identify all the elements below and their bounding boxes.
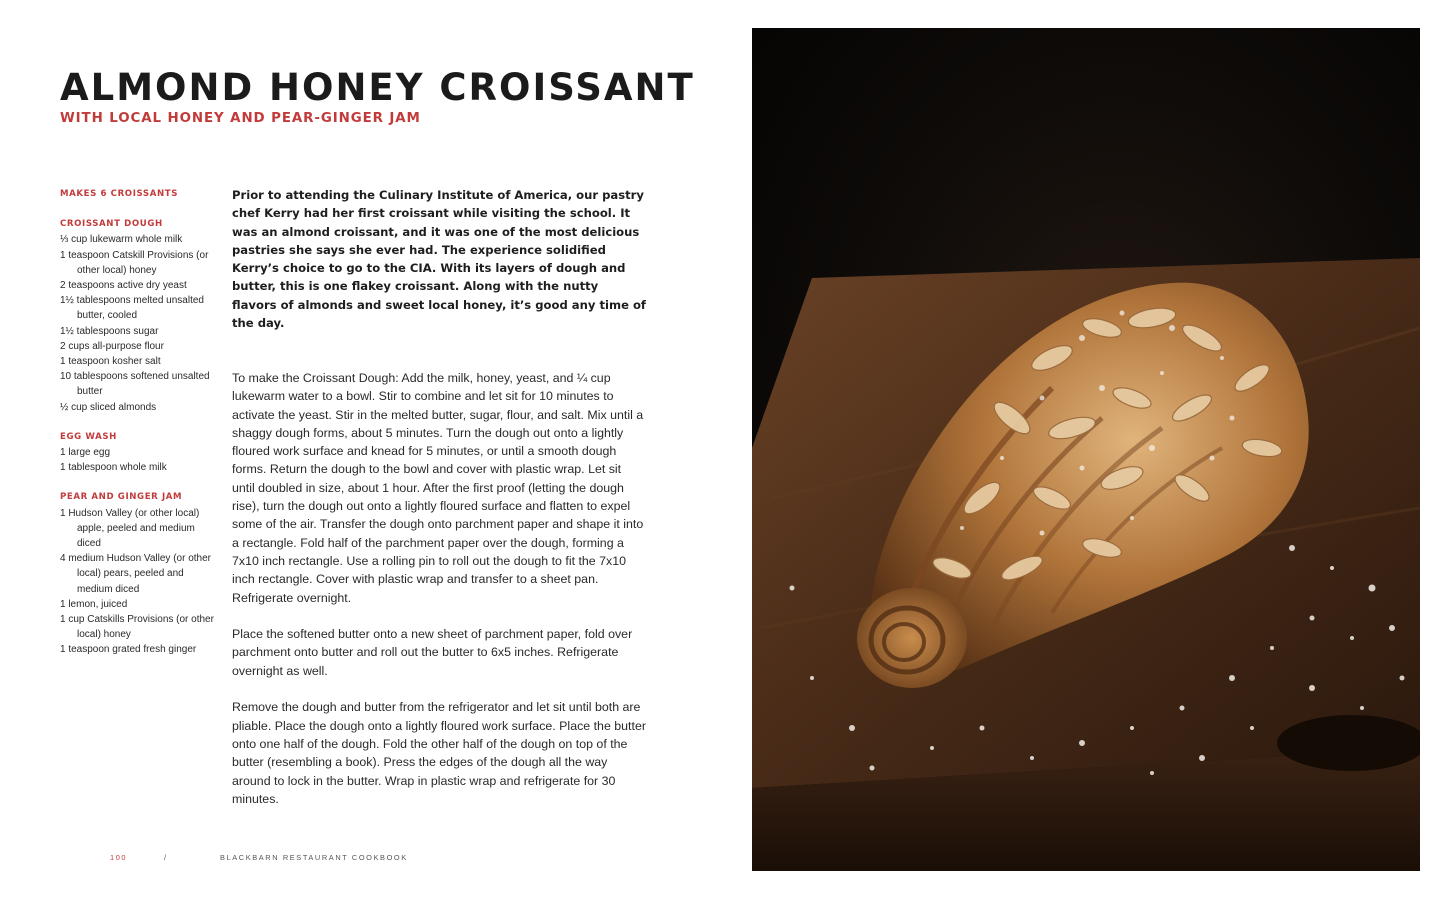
recipe-intro: Prior to attending the Culinary Institute of America, our pastry chef Kerry had her first croissant while visiting the school. It was an almond croissant, and it was one of the most delicious pastries she says she ever had. The experience solidified Kerry’s choice to go to the CIA. With its layers of dough and butter, this is one flakey croissant. Along with the nutty flavors of almonds and sweet local honey, it’s good any time of the day.: [232, 188, 646, 331]
ingredient-item: 1 teaspoon grated fresh ginger: [60, 644, 197, 656]
recipe-title: ALMOND HONEY CROISSANT: [60, 66, 695, 109]
method-paragraph: Place the softened butter onto a new sheet of parchment paper, fold over parchment onto butter and roll out the butter to 6x5 inches. Refrigerate overnight as well.: [232, 627, 633, 678]
method-text: [232, 369, 646, 826]
book-title: BLACKBARN RESTAURANT COOKBOOK: [220, 853, 408, 862]
ingredient-section-pear-ginger-jam: [60, 490, 220, 657]
ingredient-item: 1 large egg: [60, 447, 111, 459]
ingredient-item: 1½ tablespoons melted unsalted butter, cooled: [60, 295, 204, 322]
ingredient-item: 1 Hudson Valley (or other local) apple, peeled and medium diced: [60, 507, 200, 550]
section-heading: CROISSANT DOUGH: [60, 219, 163, 230]
page-number: 100: [110, 853, 128, 862]
ingredient-item: 1 lemon, juiced: [60, 598, 128, 610]
ingredient-item: 4 medium Hudson Valley (or other local) pears, peeled and medium diced: [60, 553, 211, 595]
section-heading: EGG WASH: [60, 431, 117, 442]
ingredients-column: [60, 187, 220, 658]
ingredient-item: ⅓ cup lukewarm whole milk: [60, 234, 183, 246]
ingredient-item: 1 teaspoon Catskill Provisions (or other local) honey: [60, 249, 209, 276]
method-paragraph: To make the Croissant Dough: Add the milk, honey, yeast, and ¼ cup lukewarm water to a bowl. Stir to combine and let sit for 10 minutes to activate the yeast. Stir in the melted butter, sugar, flour, and salt. Mix until a shaggy dough forms, about 5 minutes. Turn the dough out onto a lightly floured work surface and knead for 5 minutes, or until a smooth dough forms. Return the dough to the bowl and cover with plastic wrap. Let sit until doubled in size, about 1 hour. After the first proof (letting the dough rise), turn the dough out onto a lightly floured surface and flatten to expel some of the air. Transfer the dough onto parchment paper and shape it into a rectangle. Fold half of the parchment paper over the dough, forming a 7x10 inch rectangle. Use a rolling pin to roll out the dough to fit the 7x10 inch rectangle. Cover with plastic wrap and transfer to a sheet pan. Refrigerate overnight.: [232, 371, 644, 605]
method-paragraph: Remove the dough and butter from the refrigerator and let sit until both are pliable. Place the dough onto a lightly floured work surface. Place the butter onto one half of the dough. Fold the other half of the dough on top of the butter (resembling a book). Press the edges of the dough all the way around to lock in the butter. Wrap in plastic wrap and refrigerate for 30 minutes.: [232, 700, 646, 806]
ingredient-item: 1 teaspoon kosher salt: [60, 356, 161, 368]
ingredient-item: ½ cup sliced almonds: [60, 401, 157, 413]
section-heading: PEAR AND GINGER JAM: [60, 492, 183, 503]
ingredient-section-croissant-dough: [60, 217, 220, 415]
footer-separator: /: [164, 853, 168, 862]
ingredient-item: 2 teaspoons active dry yeast: [60, 280, 187, 292]
ingredient-item: 2 cups all-purpose flour: [60, 340, 164, 352]
ingredient-item: 1½ tablespoons sugar: [60, 325, 159, 337]
yield-label: MAKES 6 CROISSANTS: [60, 189, 178, 199]
ingredient-item: 1 cup Catskills Provisions (or other local) honey: [60, 614, 214, 641]
recipe-subtitle: WITH LOCAL HONEY AND PEAR-GINGER JAM: [60, 111, 421, 126]
croissant-photo: [752, 28, 1420, 871]
ingredient-section-egg-wash: [60, 430, 220, 476]
ingredient-item: 10 tablespoons softened unsalted butter: [60, 371, 210, 398]
croissant-photo-illustration: [752, 28, 1420, 871]
ingredient-item: 1 tablespoon whole milk: [60, 462, 167, 474]
